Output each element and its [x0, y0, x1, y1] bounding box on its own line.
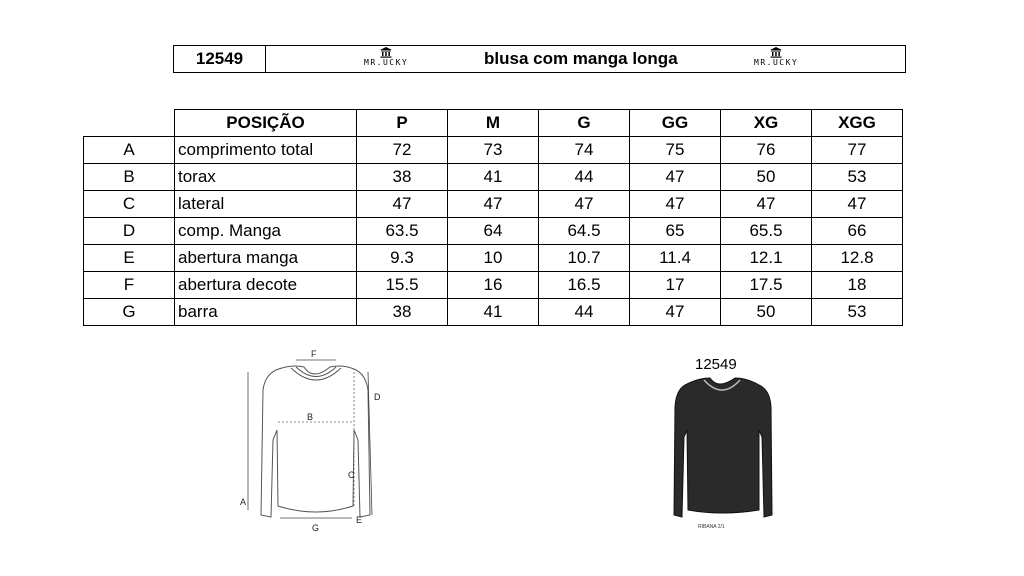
measurement-cell: 16 — [448, 272, 539, 299]
row-position: barra — [175, 299, 357, 326]
row-letter: F — [84, 272, 175, 299]
label-g: G — [312, 523, 320, 533]
product-title: blusa com manga longa — [484, 49, 678, 68]
measurement-cell: 44 — [539, 164, 630, 191]
measurement-cell: 41 — [448, 299, 539, 326]
row-letter: E — [84, 245, 175, 272]
row-position: abertura decote — [175, 272, 357, 299]
column-header: POSIÇÃO — [175, 110, 357, 137]
measurement-cell: 38 — [357, 299, 448, 326]
measurement-cell: 12.8 — [812, 245, 903, 272]
label-f: F — [311, 350, 317, 359]
row-position: comprimento total — [175, 137, 357, 164]
measurement-cell: 11.4 — [630, 245, 721, 272]
table-row — [84, 137, 903, 164]
product-image-code: 12549 — [695, 356, 737, 373]
measurement-cell: 44 — [539, 299, 630, 326]
technical-drawing — [236, 350, 396, 535]
row-letter: B — [84, 164, 175, 191]
product-header — [173, 45, 906, 73]
column-header: XGG — [812, 110, 903, 137]
temple-icon — [379, 47, 393, 58]
label-a: A — [240, 497, 247, 507]
measurement-cell: 47 — [812, 191, 903, 218]
measurement-cell: 18 — [812, 272, 903, 299]
temple-icon — [769, 47, 783, 58]
product-illustration — [660, 352, 790, 532]
measurement-cell: 47 — [630, 299, 721, 326]
measurement-cell: 77 — [812, 137, 903, 164]
label-b: B — [307, 412, 314, 422]
measurement-cell: 53 — [812, 299, 903, 326]
measurement-cell: 50 — [721, 164, 812, 191]
table-row — [84, 299, 903, 326]
measurement-cell: 47 — [630, 191, 721, 218]
measurement-cell: 74 — [539, 137, 630, 164]
measurement-cell: 64.5 — [539, 218, 630, 245]
row-position: abertura manga — [175, 245, 357, 272]
measurement-cell: 10.7 — [539, 245, 630, 272]
measurement-cell: 73 — [448, 137, 539, 164]
measurement-cell: 65.5 — [721, 218, 812, 245]
column-header: P — [357, 110, 448, 137]
measurement-cell: 63.5 — [357, 218, 448, 245]
measurement-cell: 47 — [448, 191, 539, 218]
measurement-cell: 16.5 — [539, 272, 630, 299]
measurement-cell: 9.3 — [357, 245, 448, 272]
brand-logo-right — [754, 47, 798, 67]
measurement-cell: 66 — [812, 218, 903, 245]
measurement-cell: 76 — [721, 137, 812, 164]
measurement-cell: 47 — [357, 191, 448, 218]
measurement-cell: 41 — [448, 164, 539, 191]
row-letter: G — [84, 299, 175, 326]
measurement-cell: 53 — [812, 164, 903, 191]
size-table — [83, 109, 903, 326]
measurement-cell: 65 — [630, 218, 721, 245]
measurement-cell: 10 — [448, 245, 539, 272]
measurement-cell: 50 — [721, 299, 812, 326]
row-letter: A — [84, 137, 175, 164]
column-header: XG — [721, 110, 812, 137]
measurement-cell: 47 — [630, 164, 721, 191]
table-row — [84, 272, 903, 299]
measurement-cell: 72 — [357, 137, 448, 164]
row-position: comp. Manga — [175, 218, 357, 245]
label-d: D — [374, 392, 381, 402]
brand-logo-text: MR.UCKY — [364, 58, 409, 67]
measurement-cell: 12.1 — [721, 245, 812, 272]
row-letter: C — [84, 191, 175, 218]
fabric-label: RIBANA 2/1 — [698, 524, 725, 530]
table-row — [84, 191, 903, 218]
label-e: E — [356, 515, 363, 525]
column-header: GG — [630, 110, 721, 137]
brand-logo-text: MR.UCKY — [754, 58, 799, 67]
column-header: M — [448, 110, 539, 137]
table-header-row — [84, 110, 903, 137]
measurement-cell: 17 — [630, 272, 721, 299]
row-position: torax — [175, 164, 357, 191]
measurement-cell: 64 — [448, 218, 539, 245]
measurement-cell: 17.5 — [721, 272, 812, 299]
column-header: G — [539, 110, 630, 137]
product-code: 12549 — [174, 46, 266, 72]
measurement-cell: 75 — [630, 137, 721, 164]
row-position: lateral — [175, 191, 357, 218]
table-row — [84, 245, 903, 272]
table-row — [84, 164, 903, 191]
label-c: C — [348, 470, 355, 480]
measurement-cell: 47 — [539, 191, 630, 218]
measurement-cell: 15.5 — [357, 272, 448, 299]
brand-logo-left — [364, 47, 408, 67]
measurement-cell: 38 — [357, 164, 448, 191]
table-row — [84, 218, 903, 245]
measurement-cell: 47 — [721, 191, 812, 218]
row-letter: D — [84, 218, 175, 245]
